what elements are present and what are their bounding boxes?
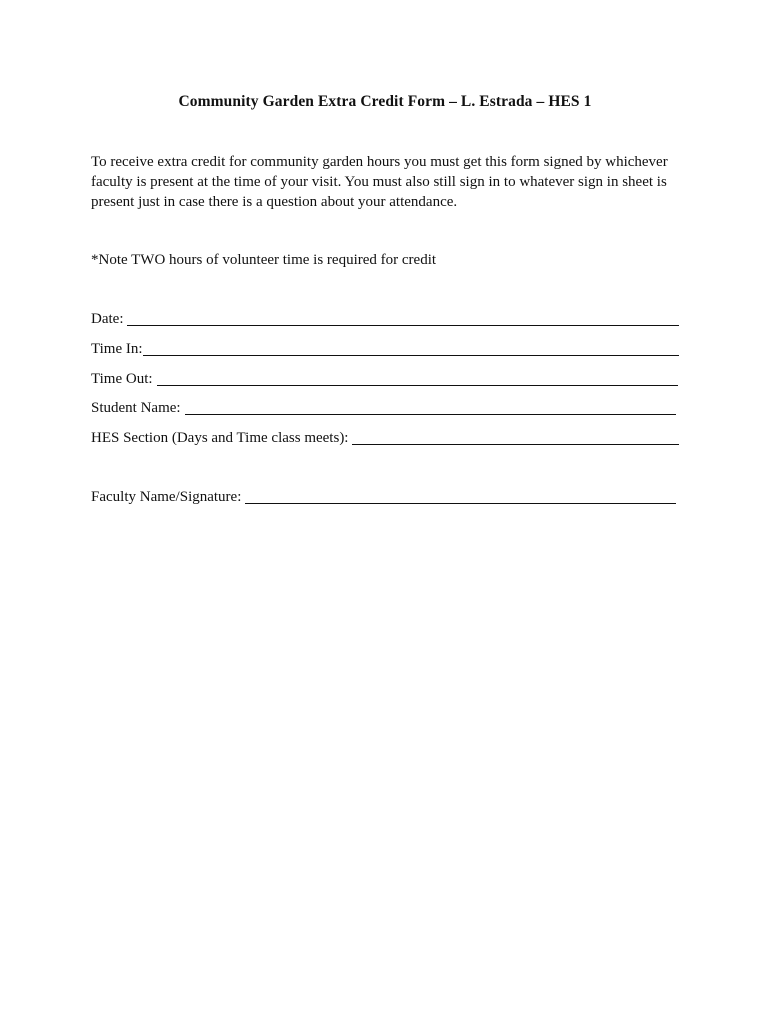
- time-out-label: Time Out:: [91, 371, 153, 387]
- faculty-signature-field[interactable]: [91, 487, 676, 507]
- student-name-label: Student Name:: [91, 400, 181, 416]
- requirement-note: *Note TWO hours of volunteer time is required for credit: [91, 252, 437, 268]
- time-in-input-line[interactable]: [143, 341, 679, 356]
- time-out-field[interactable]: [91, 369, 678, 389]
- student-name-input-line[interactable]: [185, 400, 676, 415]
- date-field[interactable]: [91, 309, 679, 329]
- hes-section-input-line[interactable]: [352, 430, 679, 445]
- time-out-input-line[interactable]: [157, 371, 678, 386]
- hes-section-label: HES Section (Days and Time class meets):: [91, 430, 349, 446]
- student-name-field[interactable]: [91, 398, 676, 418]
- time-in-field[interactable]: [91, 339, 679, 359]
- instructions-paragraph: To receive extra credit for community garden hours you must get this form signed by whichever faculty is present at the time of your visit. You must also still sign in to whatever sign in sheet is present just in case there is a question about your attendance.: [91, 154, 668, 210]
- time-in-label: Time In:: [91, 341, 143, 357]
- date-input-line[interactable]: [127, 311, 679, 326]
- hes-section-field[interactable]: [91, 428, 679, 448]
- form-title: Community Garden Extra Credit Form – L. Estrada – HES 1: [178, 93, 592, 110]
- faculty-signature-label: Faculty Name/Signature:: [91, 489, 242, 505]
- faculty-signature-input-line[interactable]: [245, 489, 676, 504]
- date-label: Date:: [91, 311, 124, 327]
